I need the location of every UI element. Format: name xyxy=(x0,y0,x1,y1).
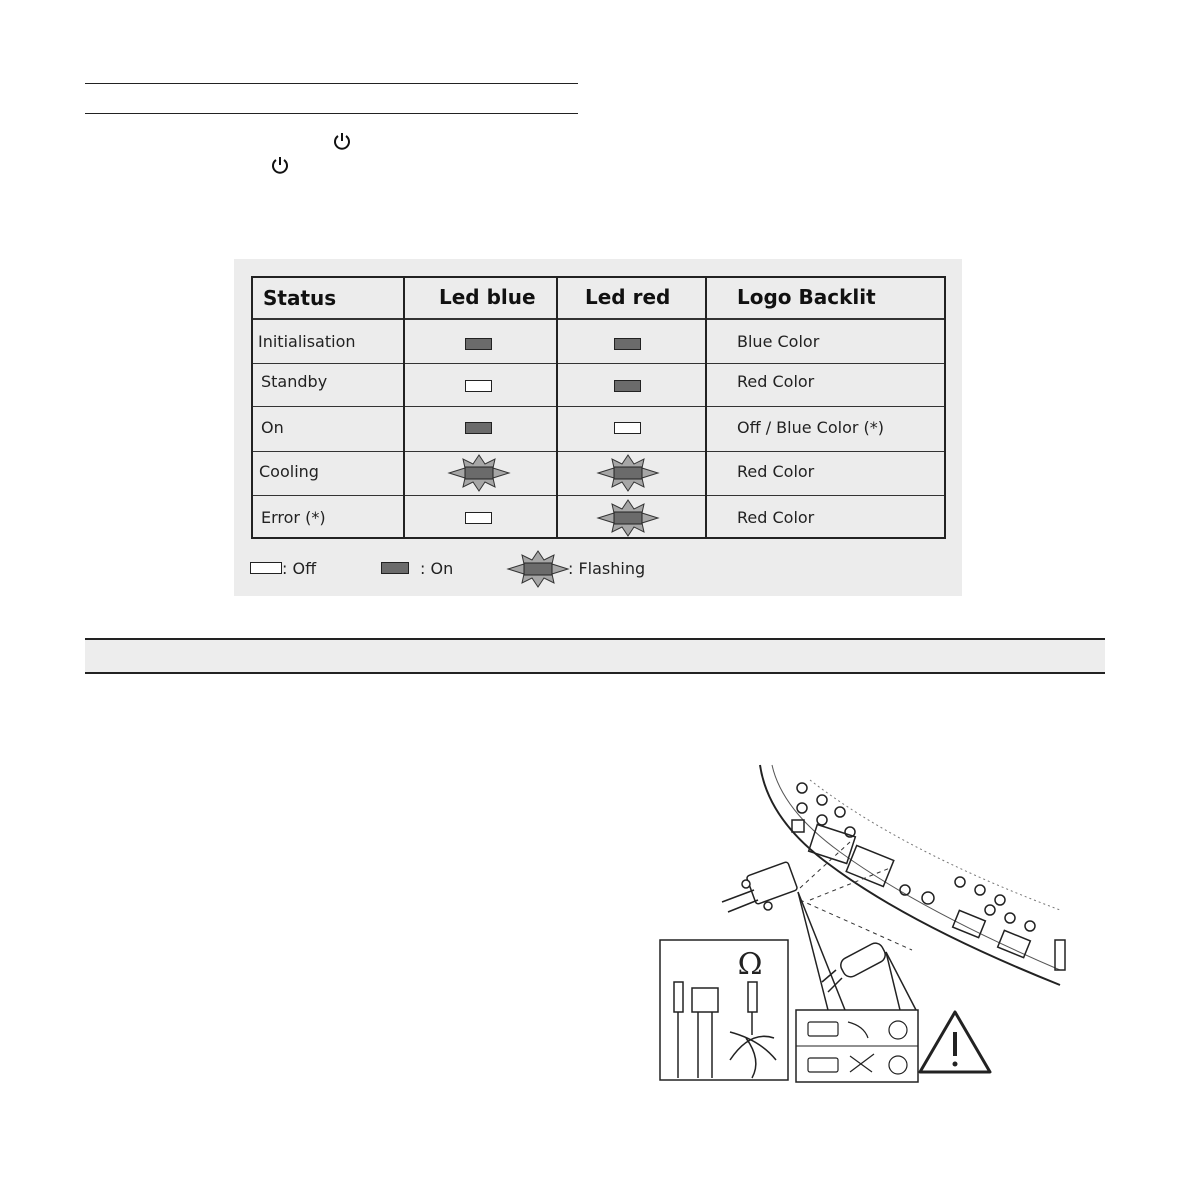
legend-off-swatch xyxy=(250,562,282,574)
led-blue-indicator xyxy=(465,512,492,524)
led-blue-indicator xyxy=(465,422,492,434)
top-rule-2 xyxy=(85,113,578,114)
status-cell: Cooling xyxy=(259,462,319,481)
power-icon xyxy=(270,155,290,175)
table-row xyxy=(253,407,944,451)
logo-backlit-cell: Red Color xyxy=(737,462,815,481)
omega-symbol: Ω xyxy=(737,947,763,982)
led-blue-flashing-icon xyxy=(447,453,511,493)
legend-on-swatch xyxy=(381,562,409,574)
table-row xyxy=(253,364,944,406)
led-status-panel xyxy=(234,259,962,596)
legend-off-label: : Off xyxy=(282,559,317,578)
led-red-flashing-icon xyxy=(596,498,660,538)
legend-flashing-label: : Flashing xyxy=(568,559,646,578)
header-logo-backlit: Logo Backlit xyxy=(737,285,876,309)
logo-backlit-cell: Off / Blue Color (*) xyxy=(737,418,885,437)
led-status-table xyxy=(251,276,946,539)
header-led-red: Led red xyxy=(585,285,671,309)
led-red-indicator xyxy=(614,380,641,392)
power-icon xyxy=(332,131,352,151)
header-led-blue: Led blue xyxy=(439,285,536,309)
section-header-band xyxy=(85,638,1105,674)
led-red-indicator xyxy=(614,422,641,434)
top-rule-1 xyxy=(85,83,578,84)
status-cell: Error (*) xyxy=(261,508,326,527)
logo-backlit-cell: Red Color xyxy=(737,508,815,527)
led-blue-indicator xyxy=(465,380,492,392)
status-cell: Standby xyxy=(261,372,328,391)
led-red-flashing-icon xyxy=(596,453,660,493)
legend-on-label: : On xyxy=(420,559,454,578)
status-cell: Initialisation xyxy=(258,332,356,351)
status-cell: On xyxy=(261,418,284,437)
table-row xyxy=(253,320,944,363)
header-status: Status xyxy=(263,286,337,310)
logo-backlit-cell: Red Color xyxy=(737,372,815,391)
led-red-indicator xyxy=(614,338,641,350)
connector-illustration xyxy=(650,760,1070,1090)
led-blue-indicator xyxy=(465,338,492,350)
legend-flashing-icon xyxy=(506,549,570,589)
logo-backlit-cell: Blue Color xyxy=(737,332,820,351)
warning-triangle-icon xyxy=(920,1012,990,1072)
